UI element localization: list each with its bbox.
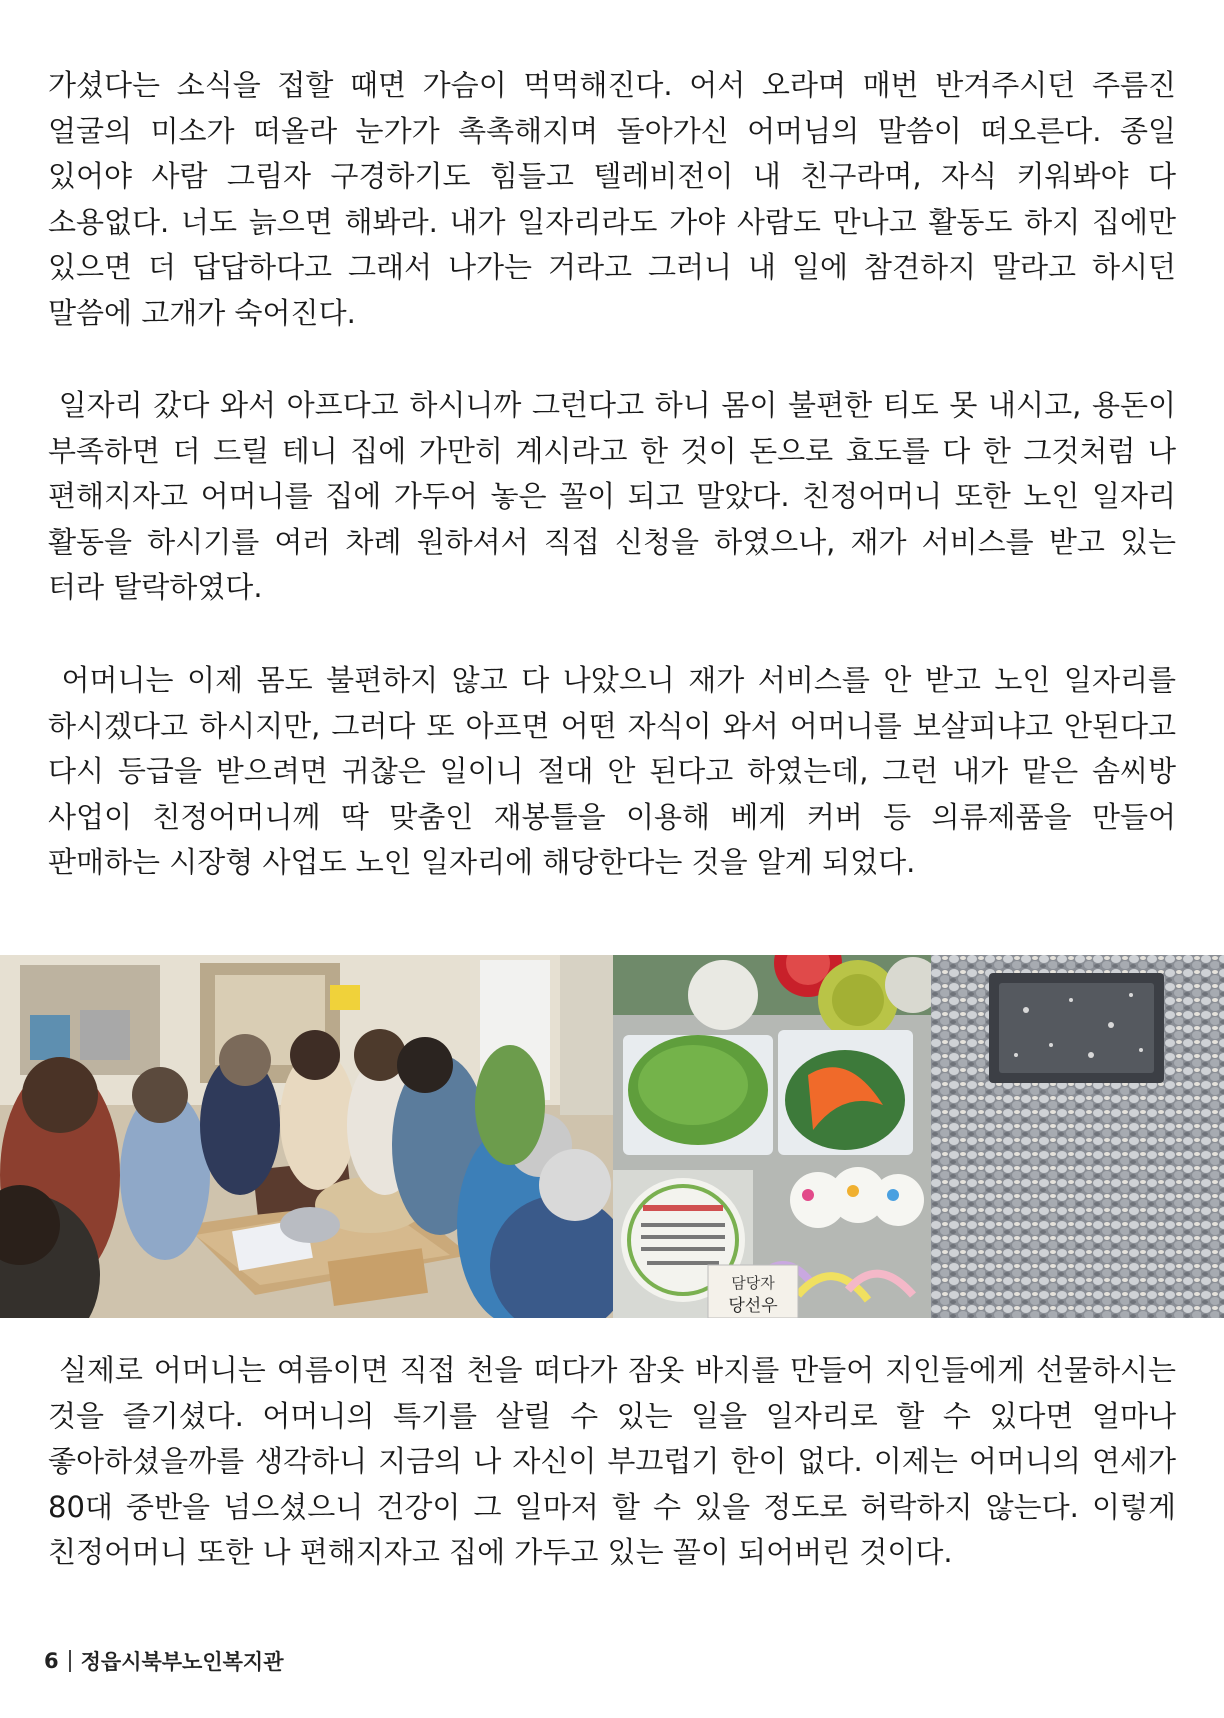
paragraph-4: 실제로 어머니는 여름이면 직접 천을 떠다가 잠옷 바지를 만들어 지인들에게 선물하시는 것을 즐기셨다. 어머니의 특기를 살릴 수 있는 일을 일자리로 할 수 있다면 얼마나 좋아하셨을까를 생각하니 지금의 나 자신이 부끄럽기 한이 없다. 이제는 어머니의 연세가 80대 중반을 넘으셨으니 건강이 그 일마저 할 수 있을 정도로 허락하지 않는다. 이렇게 친정어머니 또한 나 편해지자고 집에 가두고 있는 꼴이 되어버린 것이다. [48, 1353, 1177, 1569]
crochet-bag-illustration [931, 955, 1224, 1318]
photo-strip [0, 955, 1224, 1318]
photo-tag-label: 담당자 [731, 1274, 775, 1292]
photo-name-label: 당선우 [728, 1296, 778, 1316]
page-number: 6 [44, 1649, 59, 1673]
crafts-illustration [613, 955, 931, 1318]
crochet-bag-photo [931, 955, 1224, 1318]
group-sewing-photo [0, 955, 613, 1318]
paragraph-2: 일자리 갔다 와서 아프다고 하시니까 그런다고 하니 몸이 불편한 티도 못 내시고, 용돈이 부족하면 더 드릴 테니 집에 가만히 계시라고 한 것이 돈으로 효도를 다 한 그것처럼 나 편해지자고 어머니를 집에 가두어 놓은 꼴이 되고 말았다. 친정어머니 또한 노인 일자리 활동을 하시기를 여러 차례 원하셔서 직접 신청을 하였으나, 재가 서비스를 받고 있는 터라 탈락하였다. [48, 388, 1176, 604]
group-sewing-illustration [0, 955, 613, 1318]
paragraph-1: 가셨다는 소식을 접할 때면 가슴이 먹먹해진다. 어서 오라며 매번 반겨주시던 주름진 얼굴의 미소가 떠올라 눈가가 촉촉해지며 돌아가신 어머님의 말씀이 떠오른다. 종일 있어야 사람 그림자 구경하기도 힘들고 텔레비전이 내 친구라며, 자식 키워봐야 다 소용없다. 너도 늙으면 해봐라. 내가 일자리라도 가야 사람도 만나고 활동도 하지 집에만 있으면 더 답답하다고 그래서 나가는 거라고 그러니 내 일에 참견하지 말라고 하시던 말씀에 고개가 숙어진다. [48, 68, 1176, 330]
footer-divider [69, 1650, 71, 1672]
crafts-photo [613, 955, 931, 1318]
organization-name: 정읍시북부노인복지관 [80, 1650, 284, 1674]
paragraph-3: 어머니는 이제 몸도 불편하지 않고 다 나았으니 재가 서비스를 안 받고 노인 일자리를 하시겠다고 하시지만, 그러다 또 아프면 어떤 자식이 와서 어머니를 보살피냐고 안된다고 다시 등급을 받으려면 귀찮은 일이니 절대 안 된다고 하였는데, 그런 내가 맡은 솜씨방 사업이 친정어머니께 딱 맞춤인 재봉틀을 이용해 베게 커버 등 의류제품을 만들어 판매하는 시장형 사업도 노인 일자리에 해당한다는 것을 알게 되었다. [48, 663, 1177, 879]
page-footer [44, 1646, 283, 1676]
